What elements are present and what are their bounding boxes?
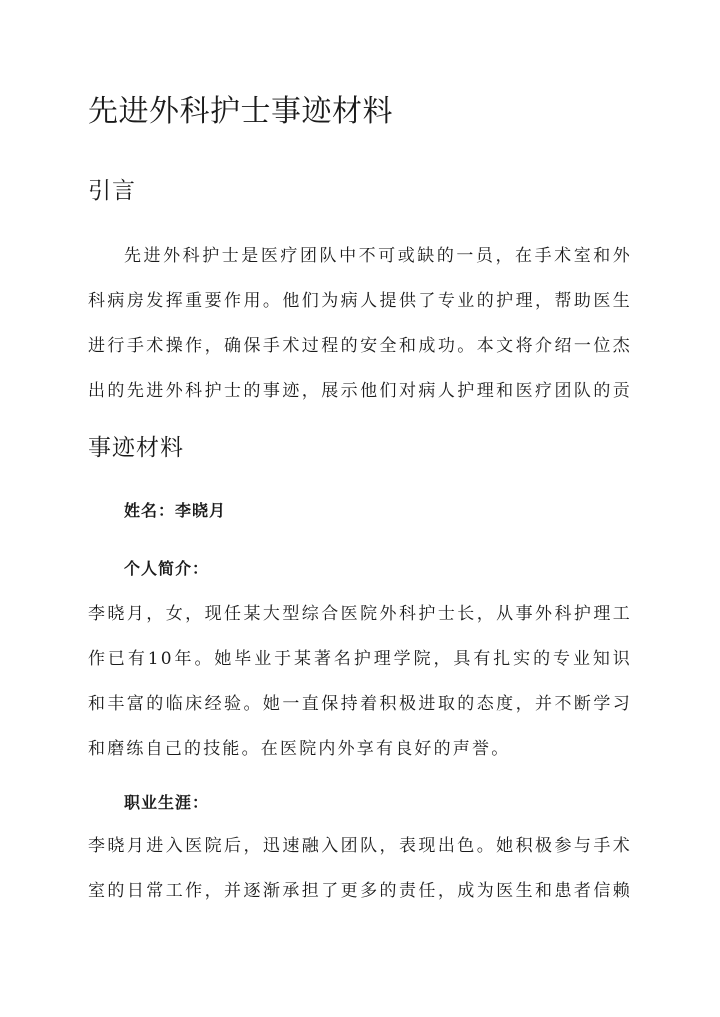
section-heading-deeds: 事迹材料	[88, 435, 184, 461]
career-label: 职业生涯：	[124, 793, 210, 812]
name-field: 姓名：李晓月	[124, 501, 227, 520]
career-paragraph: 李晓月进入医院后，迅速融入团队，表现出色。她积极参与手术室的日常工作，并逐渐承担了更多的责任，成为医生和患者信赖	[88, 836, 632, 901]
profile-label: 个人简介：	[124, 559, 210, 578]
profile-paragraph: 李晓月，女，现任某大型综合医院外科护士长，从事外科护理工作已有10年。她毕业于某著名护理学院，具有扎实的专业知识和丰富的临床经验。她一直保持着积极进取的态度，并不断学习和磨练自己的技能。在医院内外享有良好的声誉。	[88, 604, 632, 759]
section-heading-intro: 引言	[88, 178, 136, 204]
document-title: 先进外科护士事迹材料	[88, 94, 393, 129]
intro-paragraph: 先进外科护士是医疗团队中不可或缺的一员，在手术室和外科病房发挥重要作用。他们为病人提供了专业的护理，帮助医生进行手术操作，确保手术过程的安全和成功。本文将介绍一位杰出的先进外科护士的事迹，展示他们对病人护理和医疗团队的贡	[88, 246, 632, 401]
